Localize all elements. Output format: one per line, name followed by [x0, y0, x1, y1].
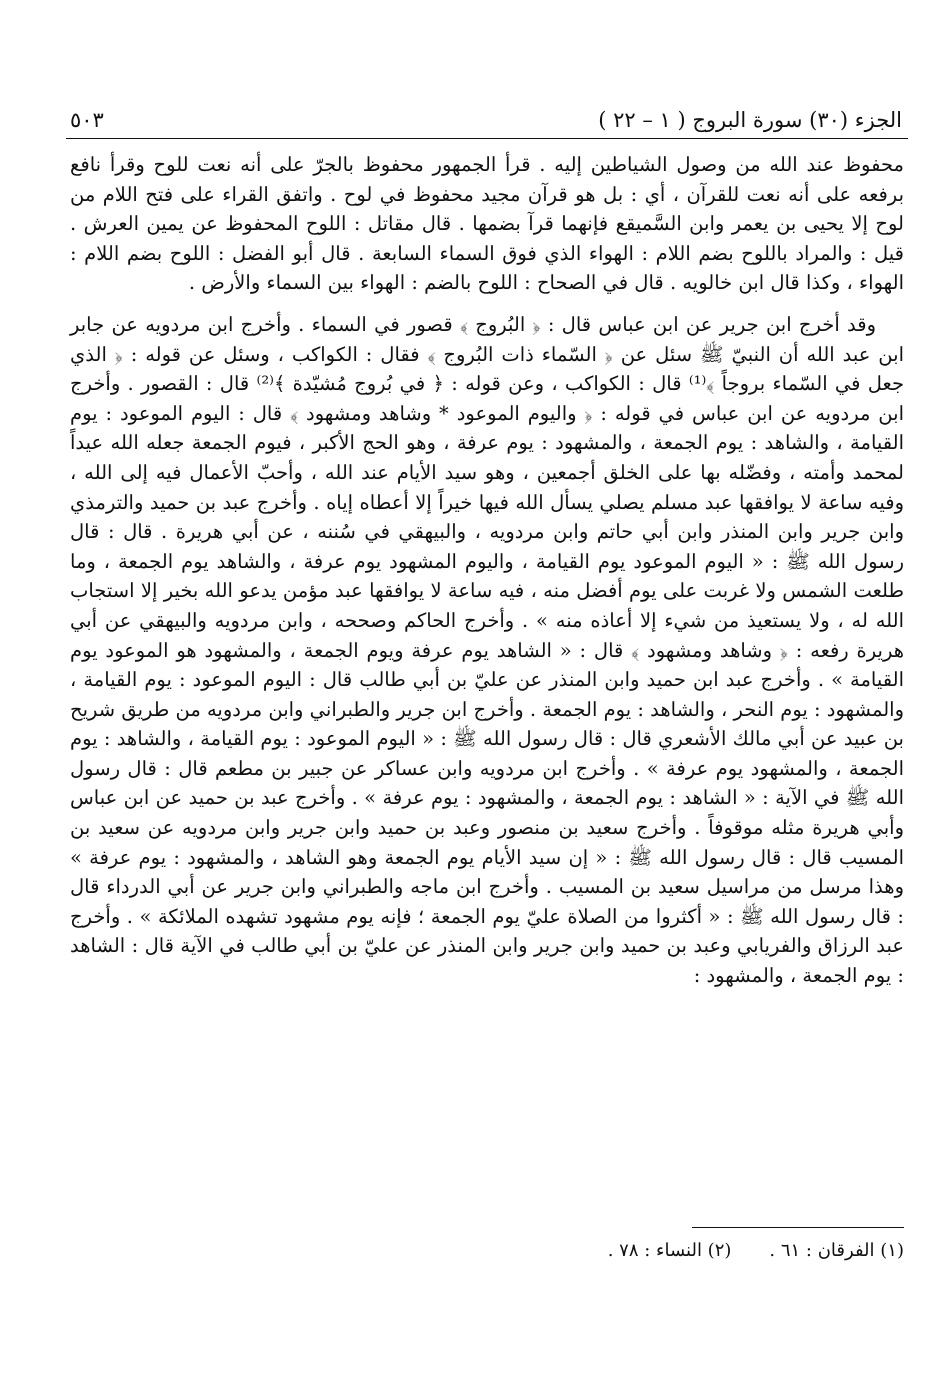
paragraph-1: محفوظ عند الله من وصول الشياطين إليه . قرأ الجمهور محفوظ بالجرّ على أنه نعت للوح وقرأ نافع برفعه على أنه نعت للقرآن ، أي : بل هو قرآن مجيد محفوظ في لوح . واتفق القراء على فتح اللام من لوح إلا يحيى بن يعمر وابن السَّميقع فإنهما قرآ بضمها . قال مقاتل : اللوح المحفوظ عن يمين العرش . قيل : والمراد باللوح بضم اللام : الهواء الذي فوق السماء السابعة . قال أبو الفضل : اللوح بضم اللام : الهواء ، وكذا قال ابن خالويه . قال في الصحاح : اللوح بالضم : الهواء بين السماء والأرض .	[70, 153, 904, 295]
footnotes	[608, 1240, 904, 1261]
page-number: ٥٠٣	[70, 108, 104, 132]
main-text	[70, 150, 904, 991]
header-divider	[66, 138, 908, 139]
page-header	[70, 92, 902, 132]
footnote-1: (١) الفرقان : ٦١ .	[769, 1240, 904, 1261]
paragraph-2: وقد أخرج ابن جرير عن ابن عباس قال : ﴿ البُروج ﴾ قصور في السماء . وأخرج ابن مردويه عن جابر ابن عبد الله أن النبيّ ﷺ سئل عن ﴿ السّماء ذات البُروج ﴾ فقال : الكواكب ، وسئل عن قوله : ﴿ الذي جعل في السّماء بروجاً ﴾⁽¹⁾ قال : الكواكب ، وعن قوله : ﴿ في بُروج مُشيّدة ﴾⁽²⁾ قال : القصور . وأخرج ابن مردويه عن ابن عباس في قوله : ﴿ واليوم الموعود * وشاهد ومشهود ﴾ قال : اليوم الموعود : يوم القيامة ، والشاهد : يوم الجمعة ، والمشهود : يوم عرفة ، وهو الحج الأكبر ، فيوم الجمعة جعله الله عيداً لمحمد وأمته ، وفضّله بها على الخلق أجمعين ، وهو سيد الأيام عند الله ، وأحبّ الأعمال فيه إلى الله ، وفيه ساعة لا يوافقها عبد مسلم يصلي يسأل الله فيها خيراً إلا أعطاه إياه . وأخرج عبد بن حميد والترمذي وابن جرير وابن المنذر وابن أبي حاتم وابن مردويه ، والبيهقي في سُننه ، عن أبي هريرة . قال : قال رسول الله ﷺ : « اليوم الموعود يوم القيامة ، واليوم المشهود يوم عرفة ، والشاهد يوم الجمعة ، وما طلعت الشمس ولا غربت على يوم أفضل منه ، فيه ساعة لا يوافقها عبد مؤمن يدعو الله بخير إلا استجاب الله له ، ولا يستعيذ من شيء إلا أعاذه منه » . وأخرج الحاكم وصححه ، وابن مردويه والبيهقي عن أبي هريرة رفعه : ﴿ وشاهد ومشهود ﴾ قال : « الشاهد يوم عرفة ويوم الجمعة ، والمشهود هو الموعود يوم القيامة » . وأخرج عبد ابن حميد وابن المنذر عن عليّ بن أبي طالب قال : اليوم الموعود : يوم القيامة ، والمشهود : يوم النحر ، والشاهد : يوم الجمعة . وأخرج ابن جرير والطبراني وابن مردويه من طريق شريح بن عبيد عن أبي مالك الأشعري قال : قال رسول الله ﷺ : « اليوم الموعود : يوم القيامة ، والشاهد : يوم الجمعة ، والمشهود يوم عرفة » . وأخرج ابن مردويه وابن عساكر عن جبير بن مطعم قال : قال رسول الله ﷺ في الآية : « الشاهد : يوم الجمعة ، والمشهود : يوم عرفة » . وأخرج عبد بن حميد عن ابن عباس وأبي هريرة مثله موقوفاً . وأخرج سعيد بن منصور وعبد بن حميد وابن جرير وابن مردويه عن سعيد بن المسيب قال : قال رسول الله ﷺ : « إن سيد الأيام يوم الجمعة وهو الشاهد ، والمشهود : يوم عرفة » وهذا مرسل من مراسيل سعيد بن المسيب . وأخرج ابن ماجه والطبراني وابن جرير عن أبي الدرداء قال : قال رسول الله ﷺ : « أكثروا من الصلاة عليّ يوم الجمعة ؛ فإنه يوم مشهود تشهده الملائكة » . وأخرج عبد الرزاق والفريابي وعبد بن حميد وابن جرير وابن المنذر عن عليّ بن أبي طالب في الآية قال : الشاهد : يوم الجمعة ، والمشهود :	[70, 312, 905, 988]
footnote-divider	[692, 1227, 904, 1228]
running-title: الجزء (٣٠) سورة البروج ( ١ – ٢٢ )	[598, 108, 902, 132]
footnote-2: (٢) النساء : ٧٨ .	[607, 1240, 732, 1261]
